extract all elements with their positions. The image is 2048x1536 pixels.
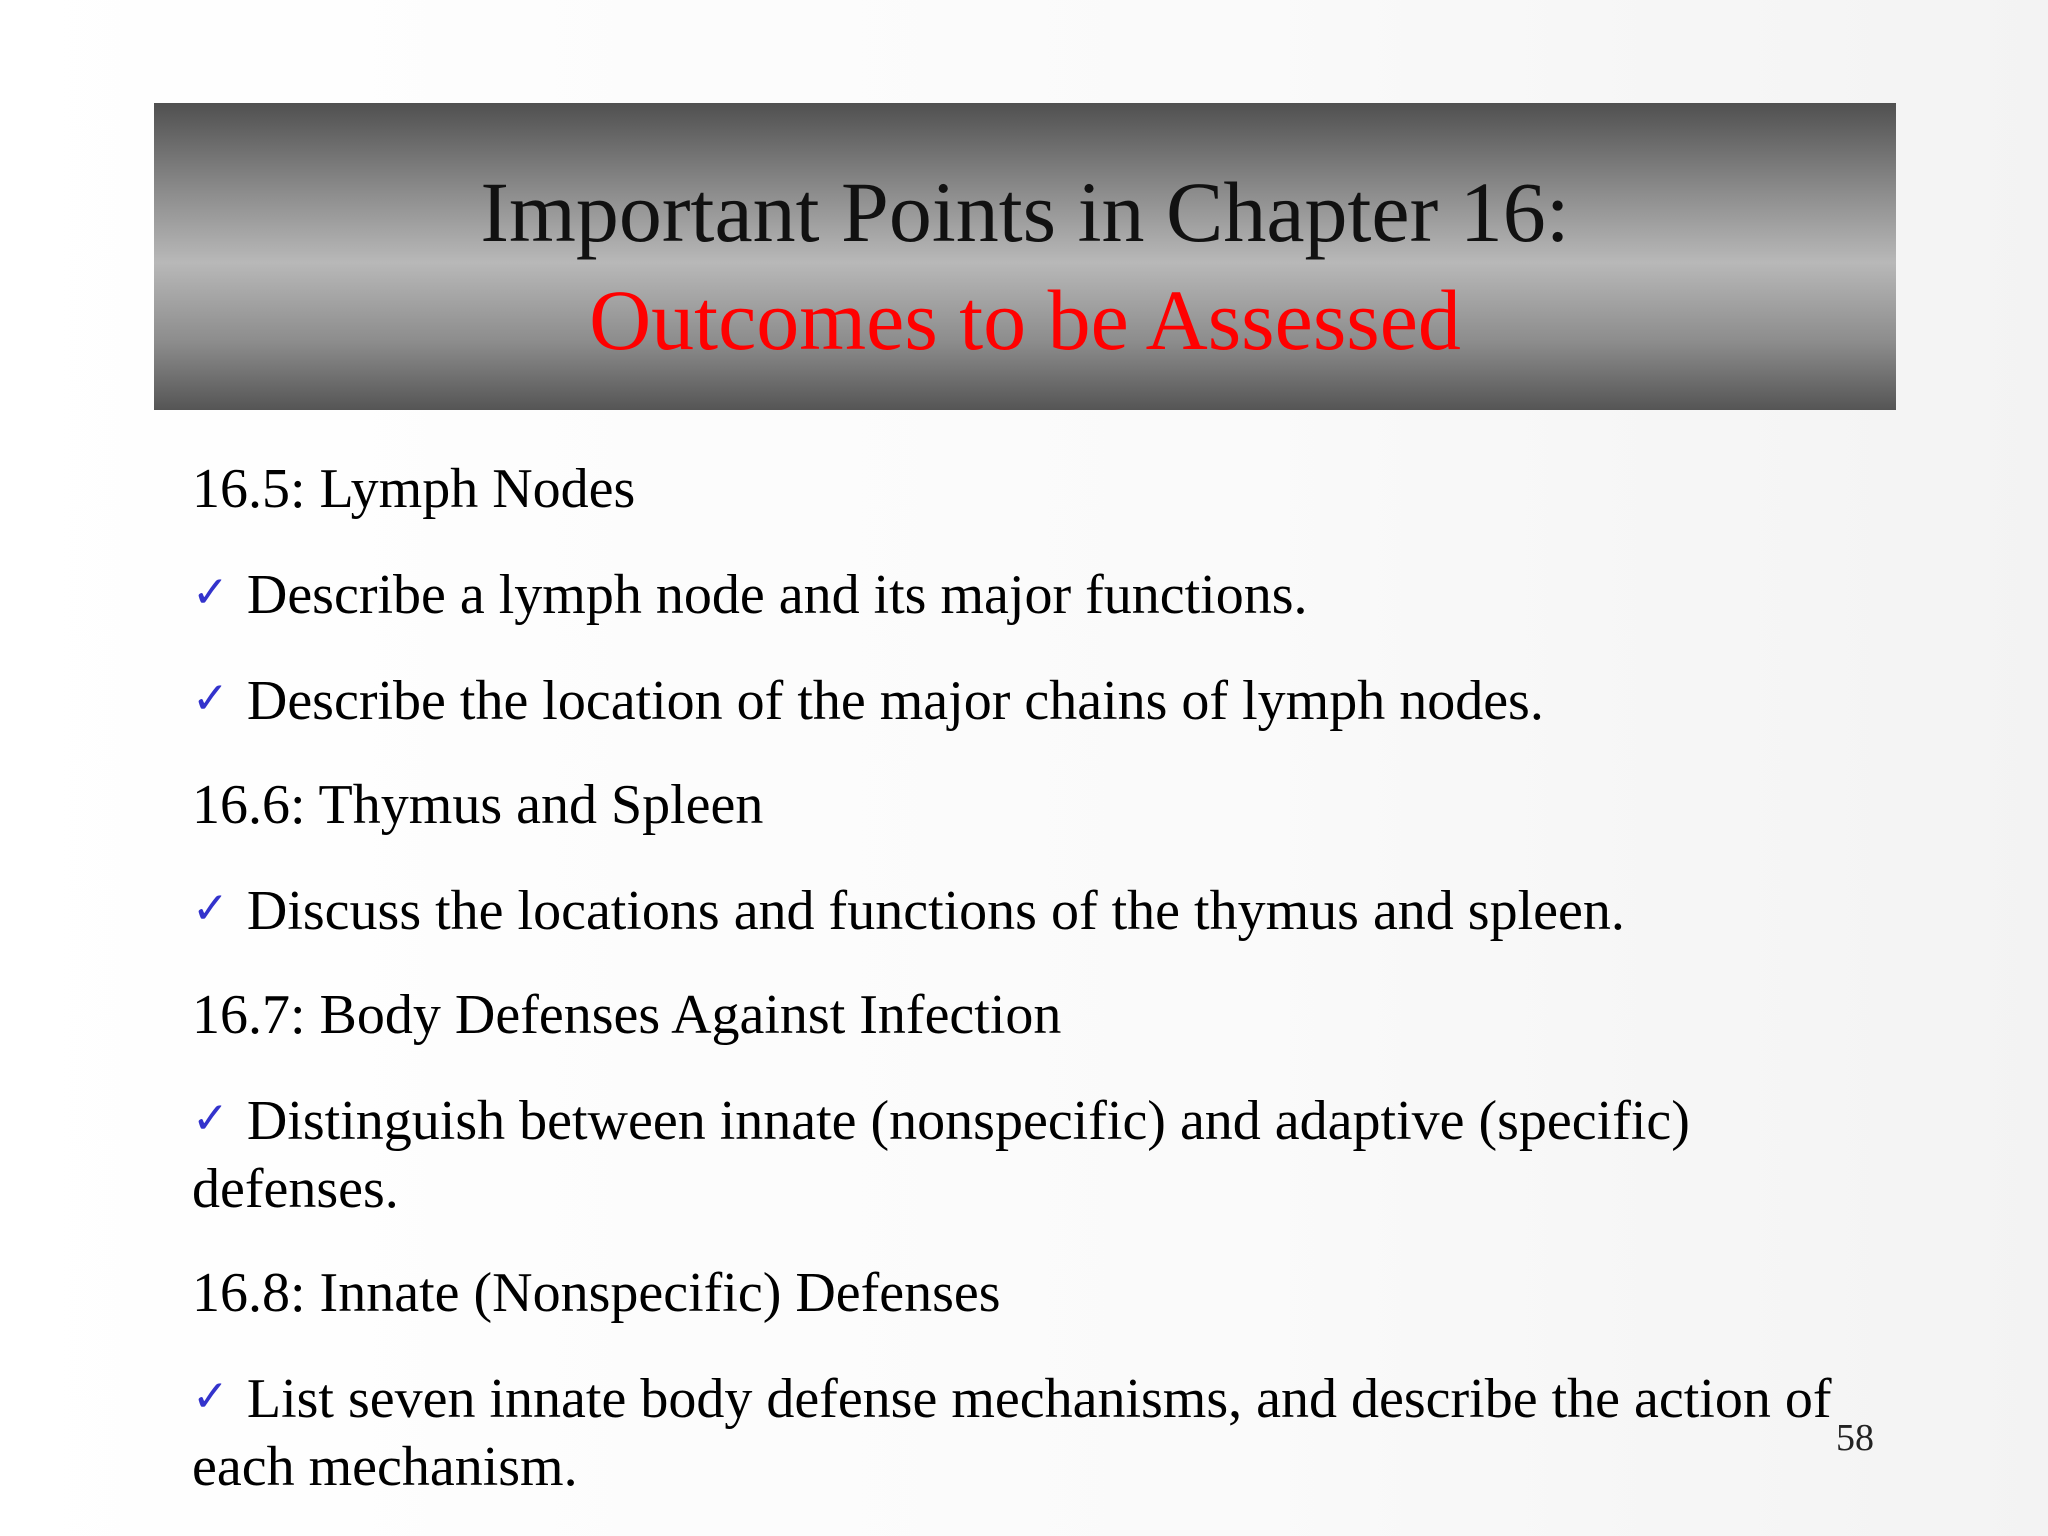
checkmark-icon: ✓ [192, 1371, 229, 1422]
content-area [192, 455, 1832, 1536]
outcome-text: Describe a lymph node and its major functions. [246, 564, 1308, 626]
outcome-item [192, 1085, 1832, 1223]
checkmark-icon: ✓ [192, 883, 229, 934]
outcome-text: Discuss the locations and functions of the thymus and spleen. [246, 880, 1625, 942]
section-heading: 16.5: Lymph Nodes [192, 458, 636, 520]
outcome-item [192, 665, 1832, 735]
section-heading: 16.7: Body Defenses Against Infection [192, 984, 1062, 1046]
section-heading: 16.6: Thymus and Spleen [192, 774, 764, 836]
outcome-item [192, 875, 1832, 945]
outcome-text: Distinguish between innate (nonspecific) and adaptive (specific) defenses. [192, 1090, 1690, 1220]
outcome-text: Describe the location of the major chains of lymph nodes. [246, 670, 1544, 732]
slide-title: Important Points in Chapter 16: [480, 164, 1570, 260]
checkmark-icon: ✓ [192, 1093, 229, 1144]
title-bar [154, 103, 1896, 410]
slide-subtitle: Outcomes to be Assessed [589, 272, 1461, 368]
outcome-text: List seven innate body defense mechanisms, and describe the action of each mechanism. [192, 1368, 1832, 1498]
checkmark-icon: ✓ [192, 567, 229, 618]
checkmark-icon: ✓ [192, 673, 229, 724]
outcome-item [192, 559, 1832, 629]
page-number: 58 [1836, 1417, 1874, 1459]
section-heading: 16.8: Innate (Nonspecific) Defenses [192, 1262, 1001, 1324]
outcome-item [192, 1363, 1832, 1501]
